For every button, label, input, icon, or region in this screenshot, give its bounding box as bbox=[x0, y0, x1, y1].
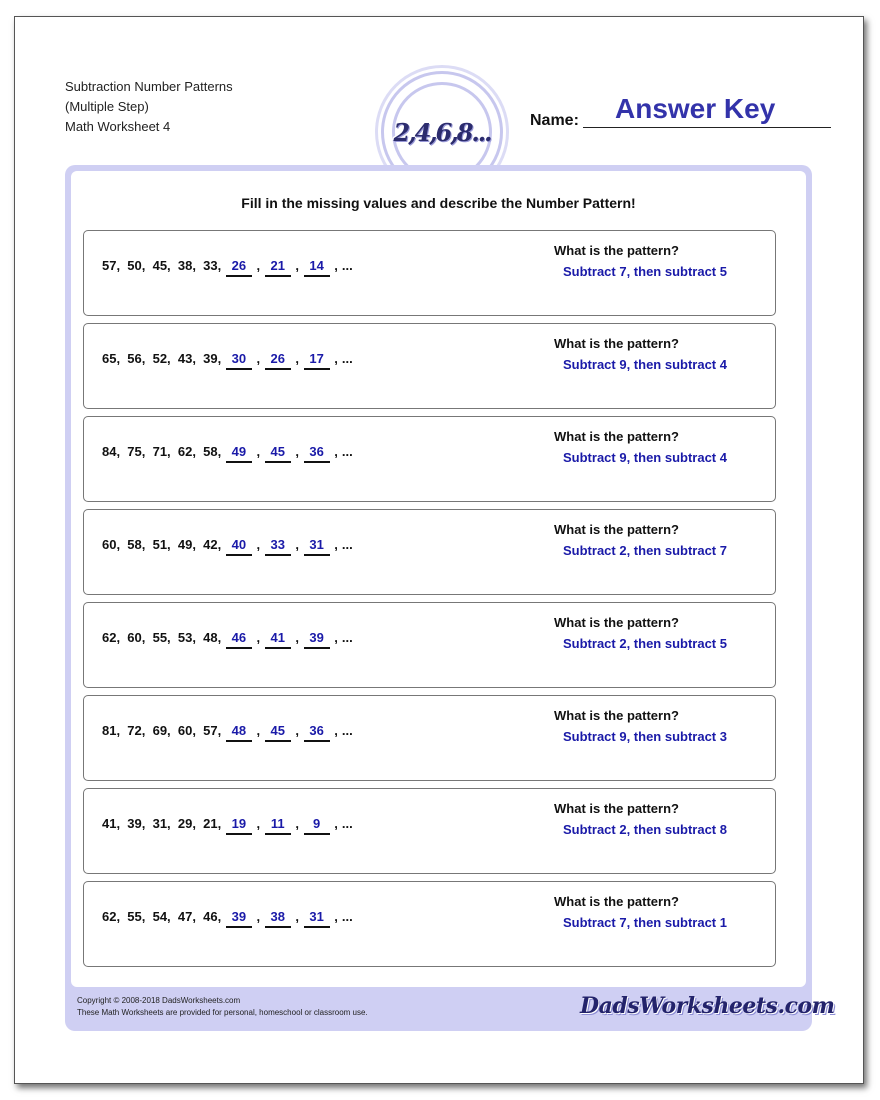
problems-panel bbox=[71, 171, 806, 987]
number-sequence: 62, 55, 54, 47, 46, 39 , 38 , 31 , ... bbox=[102, 909, 353, 928]
answer-blank[interactable]: 49 bbox=[226, 444, 252, 463]
given-numbers: 84, 75, 71, 62, 58, bbox=[102, 444, 222, 459]
number-sequence: 84, 75, 71, 62, 58, 49 , 45 , 36 , ... bbox=[102, 444, 353, 463]
pattern-question: What is the pattern? bbox=[554, 894, 679, 909]
logo-text: 2,4,6,8... bbox=[393, 117, 491, 147]
given-numbers: 57, 50, 45, 38, 33, bbox=[102, 258, 222, 273]
sequence-ellipsis: ... bbox=[341, 351, 353, 366]
instructions: Fill in the missing values and describe the Number Pattern! bbox=[241, 195, 636, 211]
pattern-question: What is the pattern? bbox=[554, 522, 679, 537]
answer-blank[interactable]: 38 bbox=[265, 909, 291, 928]
problem-card bbox=[83, 602, 776, 688]
number-sequence: 60, 58, 51, 49, 42, 40 , 33 , 31 , ... bbox=[102, 537, 353, 556]
answer-blank[interactable]: 39 bbox=[226, 909, 252, 928]
given-numbers: 41, 39, 31, 29, 21, bbox=[102, 816, 222, 831]
given-numbers: 81, 72, 69, 60, 57, bbox=[102, 723, 222, 738]
pattern-question: What is the pattern? bbox=[554, 243, 679, 258]
problem-card bbox=[83, 323, 776, 409]
pattern-question: What is the pattern? bbox=[554, 336, 679, 351]
answer-blank[interactable]: 45 bbox=[265, 444, 291, 463]
answer-blank[interactable]: 9 bbox=[304, 816, 330, 835]
answer-blank[interactable]: 48 bbox=[226, 723, 252, 742]
problem-card bbox=[83, 416, 776, 502]
problem-card bbox=[83, 230, 776, 316]
answer-blank[interactable]: 31 bbox=[304, 909, 330, 928]
problem-card bbox=[83, 695, 776, 781]
copyright-text: Copyright © 2008-2018 DadsWorksheets.com bbox=[77, 996, 241, 1005]
answer-blank[interactable]: 36 bbox=[304, 444, 330, 463]
worksheet-title bbox=[65, 77, 233, 137]
sequence-ellipsis: ... bbox=[341, 630, 353, 645]
answer-blank[interactable]: 46 bbox=[226, 630, 252, 649]
given-numbers: 65, 56, 52, 43, 39, bbox=[102, 351, 222, 366]
pattern-answer[interactable]: Subtract 9, then subtract 3 bbox=[563, 729, 727, 744]
answer-blank[interactable]: 11 bbox=[265, 816, 291, 835]
title-line-3: Math Worksheet 4 bbox=[65, 119, 171, 134]
given-numbers: 62, 55, 54, 47, 46, bbox=[102, 909, 222, 924]
pattern-answer[interactable]: Subtract 7, then subtract 5 bbox=[563, 264, 727, 279]
answer-blank[interactable]: 17 bbox=[304, 351, 330, 370]
title-line-2: (Multiple Step) bbox=[65, 99, 149, 114]
brand-logo: DadsWorksheets.com bbox=[580, 993, 835, 1019]
pattern-answer[interactable]: Subtract 2, then subtract 5 bbox=[563, 636, 727, 651]
answer-blank[interactable]: 41 bbox=[265, 630, 291, 649]
answer-blank[interactable]: 14 bbox=[304, 258, 330, 277]
pattern-question: What is the pattern? bbox=[554, 615, 679, 630]
problem-card bbox=[83, 788, 776, 874]
answer-blank[interactable]: 36 bbox=[304, 723, 330, 742]
number-sequence: 81, 72, 69, 60, 57, 48 , 45 , 36 , ... bbox=[102, 723, 353, 742]
answer-blank[interactable]: 21 bbox=[265, 258, 291, 277]
title-line-1: Subtraction Number Patterns bbox=[65, 79, 233, 94]
number-sequence: 41, 39, 31, 29, 21, 19 , 11 , 9 , ... bbox=[102, 816, 353, 835]
answer-blank[interactable]: 45 bbox=[265, 723, 291, 742]
problem-card bbox=[83, 881, 776, 967]
answer-blank[interactable]: 30 bbox=[226, 351, 252, 370]
sequence-ellipsis: ... bbox=[341, 537, 353, 552]
answer-blank[interactable]: 26 bbox=[226, 258, 252, 277]
pattern-question: What is the pattern? bbox=[554, 801, 679, 816]
sequence-ellipsis: ... bbox=[341, 258, 353, 273]
answer-blank[interactable]: 26 bbox=[265, 351, 291, 370]
answer-blank[interactable]: 19 bbox=[226, 816, 252, 835]
sequence-ellipsis: ... bbox=[341, 816, 353, 831]
name-label: Name: bbox=[530, 112, 579, 129]
answer-key-text: Answer Key bbox=[615, 93, 776, 124]
pattern-answer[interactable]: Subtract 9, then subtract 4 bbox=[563, 357, 727, 372]
given-numbers: 62, 60, 55, 53, 48, bbox=[102, 630, 222, 645]
sequence-ellipsis: ... bbox=[341, 723, 353, 738]
pattern-question: What is the pattern? bbox=[554, 429, 679, 444]
pattern-question: What is the pattern? bbox=[554, 708, 679, 723]
worksheet-page bbox=[14, 16, 864, 1084]
answer-blank[interactable]: 33 bbox=[265, 537, 291, 556]
problems-frame bbox=[65, 165, 835, 1031]
problem-card bbox=[83, 509, 776, 595]
pattern-answer[interactable]: Subtract 2, then subtract 7 bbox=[563, 543, 727, 558]
sequence-ellipsis: ... bbox=[341, 444, 353, 459]
number-sequence: 62, 60, 55, 53, 48, 46 , 41 , 39 , ... bbox=[102, 630, 353, 649]
answer-blank[interactable]: 40 bbox=[226, 537, 252, 556]
answer-blank[interactable]: 31 bbox=[304, 537, 330, 556]
number-sequence: 65, 56, 52, 43, 39, 30 , 26 , 17 , ... bbox=[102, 351, 353, 370]
footer-notes bbox=[77, 995, 368, 1019]
given-numbers: 60, 58, 51, 49, 42, bbox=[102, 537, 222, 552]
pattern-answer[interactable]: Subtract 9, then subtract 4 bbox=[563, 450, 727, 465]
pattern-answer[interactable]: Subtract 7, then subtract 1 bbox=[563, 915, 727, 930]
answer-blank[interactable]: 39 bbox=[304, 630, 330, 649]
usage-notice: These Math Worksheets are provided for personal, homeschool or classroom use. bbox=[77, 1008, 368, 1017]
pattern-answer[interactable]: Subtract 2, then subtract 8 bbox=[563, 822, 727, 837]
name-field-line bbox=[583, 127, 831, 128]
sequence-ellipsis: ... bbox=[341, 909, 353, 924]
number-sequence: 57, 50, 45, 38, 33, 26 , 21 , 14 , ... bbox=[102, 258, 353, 277]
